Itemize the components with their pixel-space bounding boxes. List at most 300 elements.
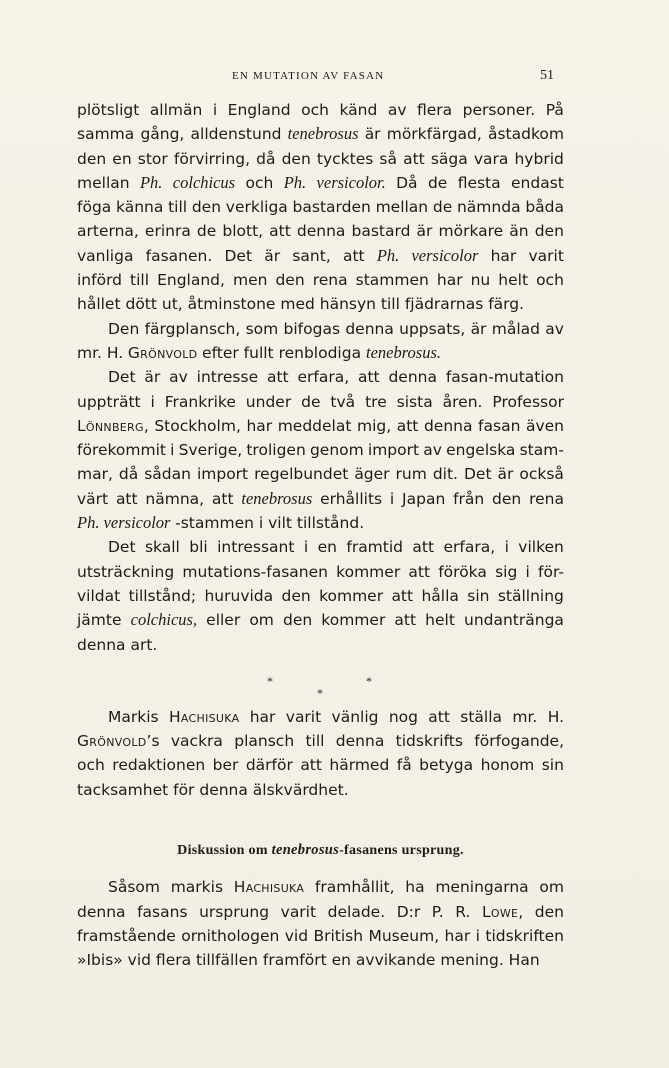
word — [354, 462, 389, 486]
word — [217, 535, 294, 559]
word — [514, 147, 563, 171]
word — [108, 365, 136, 389]
word — [173, 171, 235, 195]
text-run: vid — [284, 926, 309, 945]
text-run: redaktionen — [112, 756, 206, 775]
word — [412, 535, 434, 559]
text-run: om — [249, 611, 274, 630]
word — [171, 875, 223, 899]
text-run: huruvida — [204, 586, 274, 605]
word — [425, 608, 455, 632]
word — [368, 924, 439, 948]
text-line — [77, 171, 564, 195]
text-run: delade. — [327, 902, 386, 921]
text-run: kommer — [336, 562, 401, 581]
text-run: flera — [417, 101, 453, 119]
word — [509, 219, 528, 243]
text-run: jämte — [77, 611, 122, 630]
word — [264, 244, 280, 268]
text-run: av — [423, 441, 442, 460]
word — [408, 560, 430, 584]
text-run: den — [534, 222, 564, 241]
text-line — [77, 948, 564, 972]
word — [356, 268, 429, 292]
word — [179, 438, 243, 462]
word — [467, 584, 489, 608]
text-run: varit — [528, 246, 564, 265]
word — [336, 560, 400, 584]
word — [297, 365, 349, 389]
text-run: stammen — [355, 271, 429, 290]
text-run: kommer — [321, 611, 386, 630]
word — [77, 608, 122, 632]
text-run: regelbundet — [254, 465, 349, 484]
text-run: är — [416, 222, 433, 241]
word — [446, 438, 515, 462]
word — [433, 462, 458, 486]
word — [282, 584, 311, 608]
word — [498, 462, 514, 486]
word — [250, 705, 276, 729]
word — [226, 195, 288, 219]
text-run: är — [364, 125, 381, 144]
word — [539, 875, 564, 899]
word — [526, 560, 530, 584]
text-run: R. — [455, 902, 471, 921]
word — [315, 875, 395, 899]
word — [145, 535, 180, 559]
word — [144, 462, 191, 486]
text-line — [77, 365, 564, 389]
word — [405, 875, 424, 899]
word — [511, 171, 564, 195]
text-run: erinra — [144, 222, 191, 241]
word — [313, 924, 363, 948]
word — [108, 875, 160, 899]
text-run: utsträckning — [77, 562, 175, 581]
word — [285, 924, 308, 948]
word — [222, 219, 263, 243]
text-run: erfara, — [443, 538, 496, 557]
text-run: meningarna — [435, 878, 529, 897]
text-line — [77, 462, 564, 486]
text-run: att — [394, 611, 417, 630]
text-line — [77, 147, 564, 171]
word — [464, 462, 492, 486]
word — [535, 900, 564, 924]
word — [168, 195, 187, 219]
text-run: vanliga — [77, 246, 134, 265]
text-run: denna — [345, 319, 394, 338]
word — [471, 268, 491, 292]
word — [474, 729, 564, 753]
text-run: att — [412, 538, 435, 557]
italic-term: Ph. — [376, 245, 400, 265]
text-run: den — [281, 149, 311, 168]
text-run: därför — [245, 756, 293, 775]
text-run: att — [342, 246, 365, 265]
small-caps-name: Grönvold — [77, 732, 147, 751]
text-run: alldenstund — [190, 125, 282, 144]
text-run: »Ibis» vid flera tillfällen framfört en avvikande mening. Han — [77, 951, 540, 970]
text-run: Frankrike — [164, 392, 236, 411]
text-run: de — [301, 392, 321, 411]
word — [281, 900, 316, 924]
word — [249, 608, 274, 632]
word — [402, 487, 445, 511]
word — [505, 535, 509, 559]
text-run: förvirring, — [173, 149, 251, 168]
text-line — [77, 195, 564, 219]
text-run: framtid — [346, 538, 404, 557]
word — [174, 147, 250, 171]
text-run: personer. — [462, 101, 536, 119]
text-run: i — [170, 441, 175, 460]
word — [228, 98, 291, 122]
word — [77, 98, 139, 122]
small-caps-name: Hachisuka — [233, 878, 305, 897]
word — [275, 268, 304, 292]
word — [388, 365, 437, 389]
text-run: ha — [405, 878, 425, 897]
word — [169, 365, 188, 389]
text-run: den — [281, 586, 311, 605]
text-line — [77, 535, 564, 559]
word — [464, 608, 564, 632]
word — [145, 219, 191, 243]
text-run: samma — [77, 125, 135, 144]
text-run: värt — [77, 489, 109, 508]
word — [245, 171, 273, 195]
text-run: verkliga — [225, 198, 288, 217]
word — [246, 390, 291, 414]
text-run: till — [305, 732, 325, 751]
word — [329, 753, 389, 777]
word — [77, 171, 130, 195]
text-run: Den — [108, 319, 140, 338]
italic-term: Ph. — [283, 172, 307, 192]
word — [170, 438, 174, 462]
word — [328, 900, 385, 924]
text-run: markis — [170, 878, 224, 897]
text-run: fasan-mutation — [445, 368, 564, 387]
text-run: föga — [77, 198, 112, 217]
word — [525, 195, 564, 219]
italic-term: colchicus, — [130, 610, 198, 630]
paragraph-3 — [77, 365, 564, 535]
text-run: förfogande, — [474, 732, 564, 751]
text-run: båda — [525, 198, 564, 217]
word — [77, 924, 176, 948]
word — [269, 219, 291, 243]
text-run: men — [232, 271, 268, 290]
word — [77, 219, 139, 243]
text-run: åstadkom — [487, 125, 564, 144]
text-run: efter fullt renblodiga — [202, 343, 362, 362]
text-run: i — [504, 538, 509, 557]
text-run: i — [303, 538, 309, 557]
text-run: att — [403, 149, 425, 168]
text-run: framstående — [77, 926, 176, 945]
text-run: engelska — [446, 441, 516, 460]
text-run: åren. — [442, 392, 483, 411]
word — [397, 753, 412, 777]
text-run: målad — [491, 319, 540, 338]
text-run: är — [497, 465, 514, 484]
text-run: H. — [547, 707, 564, 726]
text-run: de — [432, 198, 453, 217]
word — [396, 729, 463, 753]
word — [304, 535, 308, 559]
word — [498, 584, 564, 608]
text-run: plansch — [234, 732, 295, 751]
text-run: vackra — [170, 732, 223, 751]
word — [278, 414, 352, 438]
word — [491, 244, 517, 268]
text-run: har — [436, 271, 463, 290]
word — [169, 705, 239, 729]
text-run: vänlig — [331, 707, 379, 726]
word — [474, 147, 509, 171]
word — [283, 608, 312, 632]
text-run: de — [196, 222, 217, 241]
text-run: som — [245, 319, 279, 338]
word — [411, 244, 478, 268]
text-run: den — [534, 902, 564, 921]
running-title: EN MUTATION AV FASAN — [232, 70, 385, 82]
text-run: denna — [77, 902, 126, 921]
text-run: känd — [339, 101, 378, 119]
word — [77, 560, 174, 584]
word — [112, 753, 205, 777]
text-run: bli — [189, 538, 208, 557]
word — [421, 584, 458, 608]
text-run: endast — [511, 173, 564, 192]
text-run: tre — [365, 392, 387, 411]
text-run: känna — [116, 198, 164, 217]
word — [336, 729, 385, 753]
word — [181, 924, 279, 948]
text-run: mr. H. — [77, 343, 124, 362]
text-run: tidskrifts — [395, 732, 463, 751]
word — [443, 535, 495, 559]
word — [116, 487, 138, 511]
text-run: så — [379, 149, 397, 168]
italic-term: Ph. versicolor — [77, 513, 171, 533]
word — [157, 268, 225, 292]
text-run: denna — [388, 368, 437, 387]
small-caps-name: Grönvold — [127, 343, 198, 362]
text-line — [77, 317, 564, 341]
text-run: import — [196, 465, 249, 484]
word — [478, 414, 520, 438]
text-run: Såsom — [108, 878, 160, 897]
text-run: för- — [538, 562, 564, 581]
word — [288, 122, 359, 146]
text-run: P. — [431, 902, 444, 921]
word — [403, 147, 425, 171]
text-run: meddelat — [277, 416, 352, 435]
text-line — [77, 122, 564, 146]
text-run: vilken — [518, 538, 564, 557]
word — [77, 438, 166, 462]
word — [112, 147, 131, 171]
word — [345, 317, 394, 341]
text-line — [77, 511, 564, 535]
text-run: två — [330, 392, 356, 411]
text-line — [77, 560, 564, 584]
text-run: av — [169, 368, 188, 387]
text-run: och — [301, 101, 329, 119]
word — [365, 390, 387, 414]
word — [300, 753, 322, 777]
word — [481, 753, 535, 777]
word — [254, 462, 348, 486]
text-run: att — [211, 489, 234, 508]
editorial-note — [77, 705, 564, 802]
text-run: uppsats, — [399, 319, 466, 338]
word — [192, 195, 221, 219]
text-run: hållet dött ut, åtminstone med hänsyn till fjädrarnas färg. — [77, 295, 525, 314]
italic-term: Ph. — [139, 172, 163, 192]
text-line — [77, 924, 564, 948]
word — [520, 438, 564, 462]
word — [438, 560, 487, 584]
text-line — [77, 390, 564, 414]
text-run: vara — [473, 149, 509, 168]
paragraph-2 — [77, 317, 564, 366]
word — [197, 365, 258, 389]
word — [417, 98, 452, 122]
text-run: mörkfärgad, — [386, 125, 482, 144]
asterisk: * — [267, 673, 273, 688]
word — [376, 195, 429, 219]
word — [305, 729, 324, 753]
word — [321, 608, 385, 632]
page-number: 51 — [540, 68, 554, 83]
word — [319, 584, 383, 608]
word — [529, 487, 564, 511]
text-run: stam- — [519, 441, 564, 460]
word — [432, 900, 444, 924]
word — [526, 414, 564, 438]
text-run: troligen — [246, 441, 306, 460]
word — [77, 487, 108, 511]
section-break-asterisks — [77, 657, 564, 705]
body-text — [77, 98, 564, 973]
text-run: sant, — [292, 246, 331, 265]
word — [424, 414, 473, 438]
text-run: ornithologen — [181, 926, 280, 945]
small-caps-name: Lönnberg — [77, 416, 144, 435]
word — [343, 244, 365, 268]
word — [446, 365, 564, 389]
text-run: också — [519, 465, 564, 484]
section-heading — [77, 838, 564, 863]
text-run: , — [518, 902, 524, 921]
text-run: varit — [280, 902, 317, 921]
text-run: Det — [108, 538, 136, 557]
word — [77, 147, 106, 171]
text-run: skall — [144, 538, 180, 557]
text-run: Då — [396, 173, 418, 192]
word — [213, 753, 239, 777]
word — [246, 438, 305, 462]
text-run: vildat — [77, 586, 121, 605]
text-run: den — [191, 198, 222, 217]
text-run: denna — [335, 732, 385, 751]
text-run: den — [275, 271, 305, 290]
text-run: förekommit — [77, 441, 166, 460]
text-run: även — [525, 416, 564, 435]
text-run: denna — [296, 222, 346, 241]
text-line — [77, 633, 564, 657]
word — [453, 487, 484, 511]
text-run: mr. — [512, 707, 538, 726]
word — [246, 414, 272, 438]
word — [399, 317, 465, 341]
text-run: fasans — [137, 902, 188, 921]
word — [241, 487, 312, 511]
text-run: -stammen i vilt tillstånd. — [175, 514, 365, 533]
text-run: är — [470, 319, 487, 338]
word — [116, 195, 163, 219]
word — [293, 195, 371, 219]
text-run: ber — [212, 756, 239, 775]
text-run: att — [115, 489, 138, 508]
text-run: bastard — [351, 222, 411, 241]
word — [282, 147, 311, 171]
word — [488, 122, 564, 146]
text-run: undantränga — [464, 611, 564, 630]
text-run: kommer — [319, 586, 384, 605]
text-line — [77, 268, 564, 292]
text-run: att — [391, 586, 414, 605]
word — [548, 705, 564, 729]
italic-term: tenebrosus — [287, 124, 359, 144]
text-run: tycktes — [316, 149, 374, 168]
text-run: blott, — [222, 222, 264, 241]
word — [433, 195, 452, 219]
word — [332, 705, 379, 729]
text-line — [77, 584, 564, 608]
word — [145, 487, 204, 511]
text-run: härmed — [329, 756, 390, 775]
text-run: ’s — [146, 732, 160, 751]
word — [476, 924, 480, 948]
word — [320, 487, 382, 511]
text-run: de — [427, 173, 448, 192]
text-run: mellan — [77, 173, 130, 192]
text-run: Stockholm, — [154, 416, 241, 435]
text-run: Professor — [492, 392, 564, 411]
word — [358, 365, 380, 389]
word — [545, 317, 564, 341]
word — [498, 268, 528, 292]
text-run: att — [266, 368, 289, 387]
word — [246, 317, 279, 341]
text-run: varit — [285, 707, 322, 726]
word — [234, 729, 294, 753]
word — [431, 147, 468, 171]
text-run: och — [245, 173, 274, 192]
word — [492, 487, 521, 511]
text-run: sin — [467, 586, 490, 605]
text-run: är — [264, 246, 281, 265]
word — [130, 268, 149, 292]
text-run: nämna, — [145, 489, 205, 508]
text-run: har — [249, 707, 276, 726]
